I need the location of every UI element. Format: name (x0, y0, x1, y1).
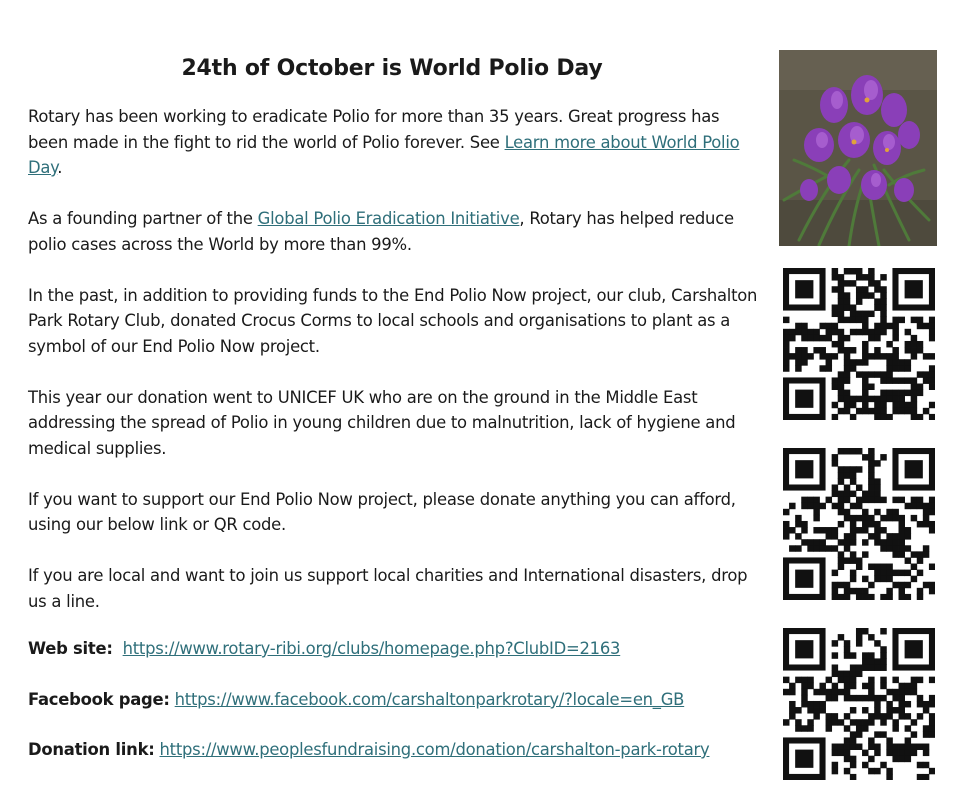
qr-pattern (783, 268, 935, 420)
paragraph-past: In the past, in addition to providing funds to the End Polio Now project, our club, Carshalton Park Rotary Club, donated Crocus Corms to local schools and organisations to plant as a symbol of our End Polio Now project. (28, 285, 758, 356)
facebook-row (28, 690, 768, 709)
website-row (28, 639, 768, 658)
paragraph-support: If you want to support our End Polio Now project, please donate anything you can afford, using our below link or QR code. (28, 489, 736, 534)
paragraph-partner (28, 206, 763, 257)
qr-pattern (783, 628, 935, 780)
gpei-link[interactable]: Global Polio Eradication Initiative (257, 209, 520, 228)
donation-qr-code (783, 628, 935, 780)
website-label: Web site: (28, 639, 113, 658)
facebook-label: Facebook page: (28, 690, 170, 709)
paragraph-text: Rotary has been working to eradicate Polio for more than 35 years. Great progress has been made in the fight to rid the world of Polio forever. See (28, 107, 720, 152)
donation-link[interactable]: https://www.peoplesfundraising.com/donation/carshalton-park-rotary (159, 740, 710, 759)
paragraph-this-year: This year our donation went to UNICEF UK who are on the ground in the Middle East addressing the spread of Polio in young children due to malnutrition, lack of hygiene and medical supplies. (28, 387, 736, 458)
facebook-qr-code (783, 448, 935, 600)
paragraph-history (28, 104, 763, 181)
paragraph-join: If you are local and want to join us support local charities and International disasters, drop us a line. (28, 566, 748, 611)
website-qr-code (783, 268, 935, 420)
donation-label: Donation link: (28, 740, 155, 759)
website-link[interactable]: https://www.rotary-ribi.org/clubs/homepage.php?ClubID=2163 (122, 639, 621, 658)
body-text (28, 104, 763, 640)
paragraph-text: , Rotary has helped reduce polio cases across the World by more than 99%. (28, 209, 734, 254)
crocus-photo (779, 50, 937, 246)
page-title: 24th of October is World Polio Day (181, 56, 603, 81)
facebook-link[interactable]: https://www.facebook.com/carshaltonparkrotary/?locale=en_GB (174, 690, 685, 709)
paragraph-text: As a founding partner of the (28, 209, 258, 228)
learn-more-link[interactable]: Learn more about World Polio Day (28, 132, 740, 177)
crocus-flowers-image (779, 50, 937, 246)
qr-pattern (783, 448, 935, 600)
donation-row (28, 740, 768, 759)
paragraph-text: . (57, 158, 63, 177)
